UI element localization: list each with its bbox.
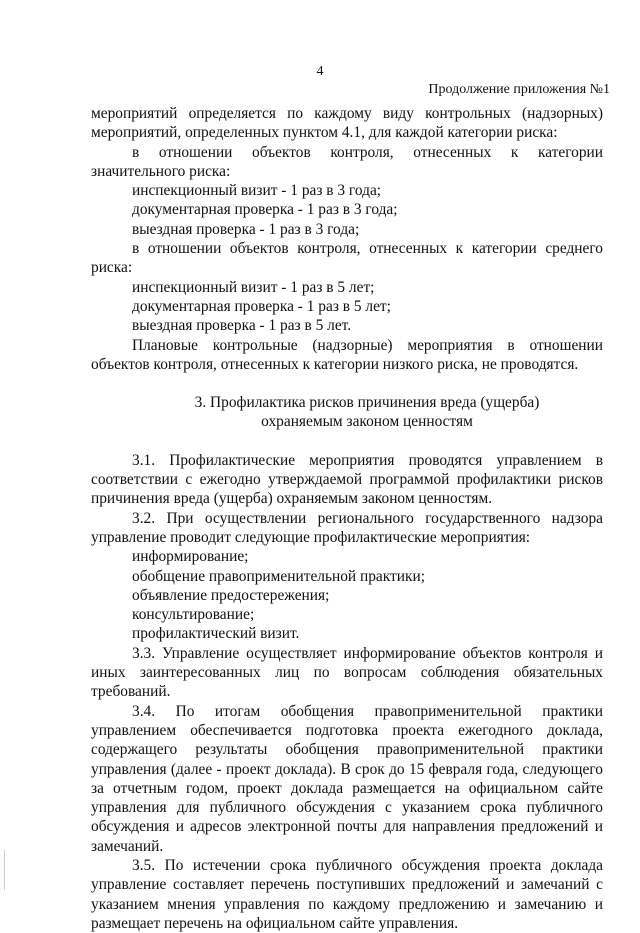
list-item: информирование; [132, 548, 249, 566]
scan-edge-mark [4, 850, 5, 890]
list-item: инспекционный визит - 1 раз в 3 года; [132, 182, 382, 200]
clause-3-4: 3.4. По итогам обобщения правоприменительной практики управлением обеспечивается подготовка проекта ежегодного доклада, содержащего результаты обобщения правоприменительной практики управления (далее - проект доклада). В срок до 15 февраля года, следующего за отчетным годом, проект доклада размещается на официальном сайте управления для публичного обсуждения с указанием срока публичного обсуждения и адресов электронной почты для направления предложений и замечаний. [91, 702, 603, 855]
list-item: выездная проверка - 1 раз в 5 лет. [132, 317, 352, 335]
page-number: 4 [316, 64, 324, 79]
appendix-continuation: Продолжение приложения №1 [428, 82, 610, 97]
list-item: выездная проверка - 1 раз в 3 года; [132, 220, 360, 238]
section-heading-line: охраняемым законом ценностям [261, 413, 473, 431]
list-item: инспекционный визит - 1 раз в 5 лет; [132, 278, 375, 296]
list-item: консультирование; [132, 606, 255, 624]
document-body [91, 104, 603, 933]
section-heading-line: 3. Профилактика рисков причинения вреда (ущерба) [194, 394, 540, 412]
paragraph: Плановые контрольные (надзорные) мероприятия в отношении объектов контроля, отнесенных к категории низкого риска, не проводятся. [91, 336, 603, 373]
list-item: документарная проверка - 1 раз в 5 лет; [132, 297, 391, 315]
list-item: объявление предостережения; [132, 586, 330, 604]
clause-3-2: 3.2. При осуществлении регионального государственного надзора управление проводит следующие профилактические мероприятия: [91, 509, 603, 546]
section-heading [91, 393, 603, 432]
paragraph: мероприятий определяется по каждому виду контрольных (надзорных) мероприятий, определенных пунктом 4.1, для каждой категории риска: [91, 105, 603, 142]
paragraph: в отношении объектов контроля, отнесенных к категории среднего риска: [91, 240, 603, 277]
paragraph: в отношении объектов контроля, отнесенных к категории значительного риска: [91, 143, 603, 180]
clause-3-1: 3.1. Профилактические мероприятия проводятся управлением в соответствии с ежегодно утверждаемой программой профилактики рисков причинения вреда (ущерба) охраняемым законом ценностям. [91, 451, 603, 508]
clause-3-5: 3.5. По истечении срока публичного обсуждения проекта доклада управление составляет перечень поступивших предложений и замечаний с указанием мнения управления по каждому предложению и замечанию и размещает перечень на официальном сайте управления. [91, 856, 603, 932]
clause-3-3: 3.3. Управление осуществляет информирование объектов контроля и иных заинтересованных лиц по вопросам соблюдения обязательных требований. [91, 644, 603, 701]
list-item: документарная проверка - 1 раз в 3 года; [132, 201, 398, 219]
list-item: профилактический визит. [132, 625, 300, 643]
list-item: обобщение правоприменительной практики; [132, 567, 425, 585]
